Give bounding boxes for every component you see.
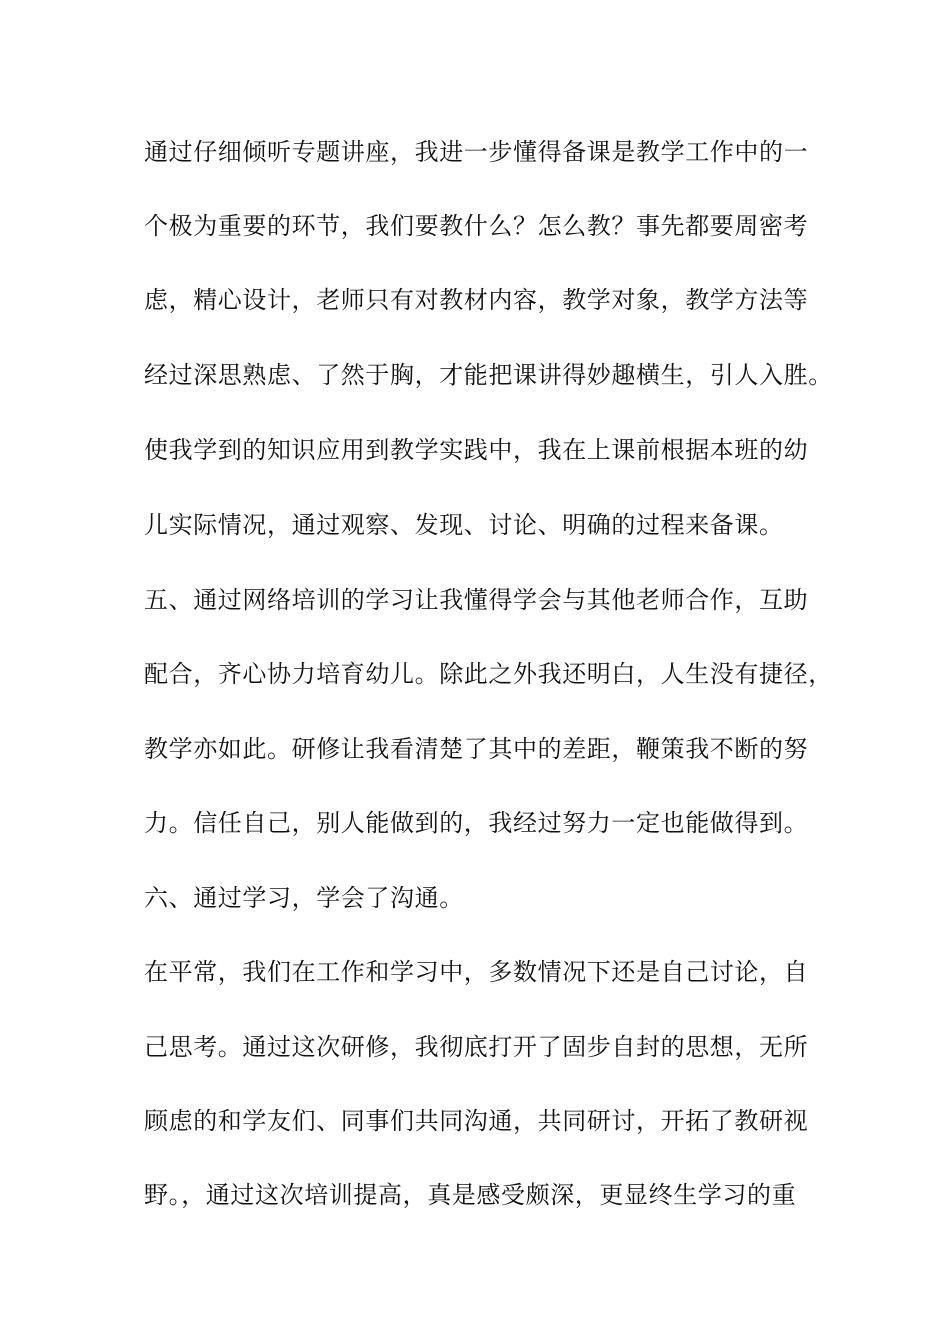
paragraph-line: 虑，精心设计，老师只有对教材内容，教学对象，教学方法等 (144, 286, 809, 314)
paragraph-line: 六、通过学习，学会了沟通。 (144, 884, 464, 912)
paragraph-line: 顾虑的和学友们、同事们共同沟通，共同研讨，开拓了教研视 (144, 1107, 809, 1135)
paragraph-line: 教学亦如此。研修让我看清楚了其中的差距，鞭策我不断的努 (144, 735, 809, 763)
paragraph-line: 个极为重要的环节，我们要教什么？怎么教？事先都要周密考 (144, 212, 809, 240)
paragraph-line: 经过深思熟虑、了然于胸，才能把课讲得妙趣横生，引人入胜。 (144, 361, 833, 389)
paragraph-line: 配合，齐心协力培育幼儿。除此之外我还明白，人生没有捷径， (144, 660, 833, 688)
paragraph-line: 通过仔细倾听专题讲座，我进一步懂得备课是教学工作中的一 (144, 138, 809, 166)
paragraph-line: 力。信任自己，别人能做到的，我经过努力一定也能做得到。 (144, 809, 809, 837)
paragraph-line: 己思考。通过这次研修，我彻底打开了固步自封的思想，无所 (144, 1033, 809, 1061)
paragraph-line: 儿实际情况，通过观察、发现、讨论、明确的过程来备课。 (144, 511, 784, 539)
paragraph-line: 使我学到的知识应用到教学实践中，我在上课前根据本班的幼 (144, 436, 809, 464)
paragraph-line: 在平常，我们在工作和学习中，多数情况下还是自己讨论，自 (144, 958, 809, 986)
paragraph-line: 野。，通过这次培训提高，真是感受颇深，更显终生学习的重 (144, 1181, 797, 1209)
paragraph-line: 五、通过网络培训的学习让我懂得学会与其他老师合作，互助 (144, 586, 809, 614)
